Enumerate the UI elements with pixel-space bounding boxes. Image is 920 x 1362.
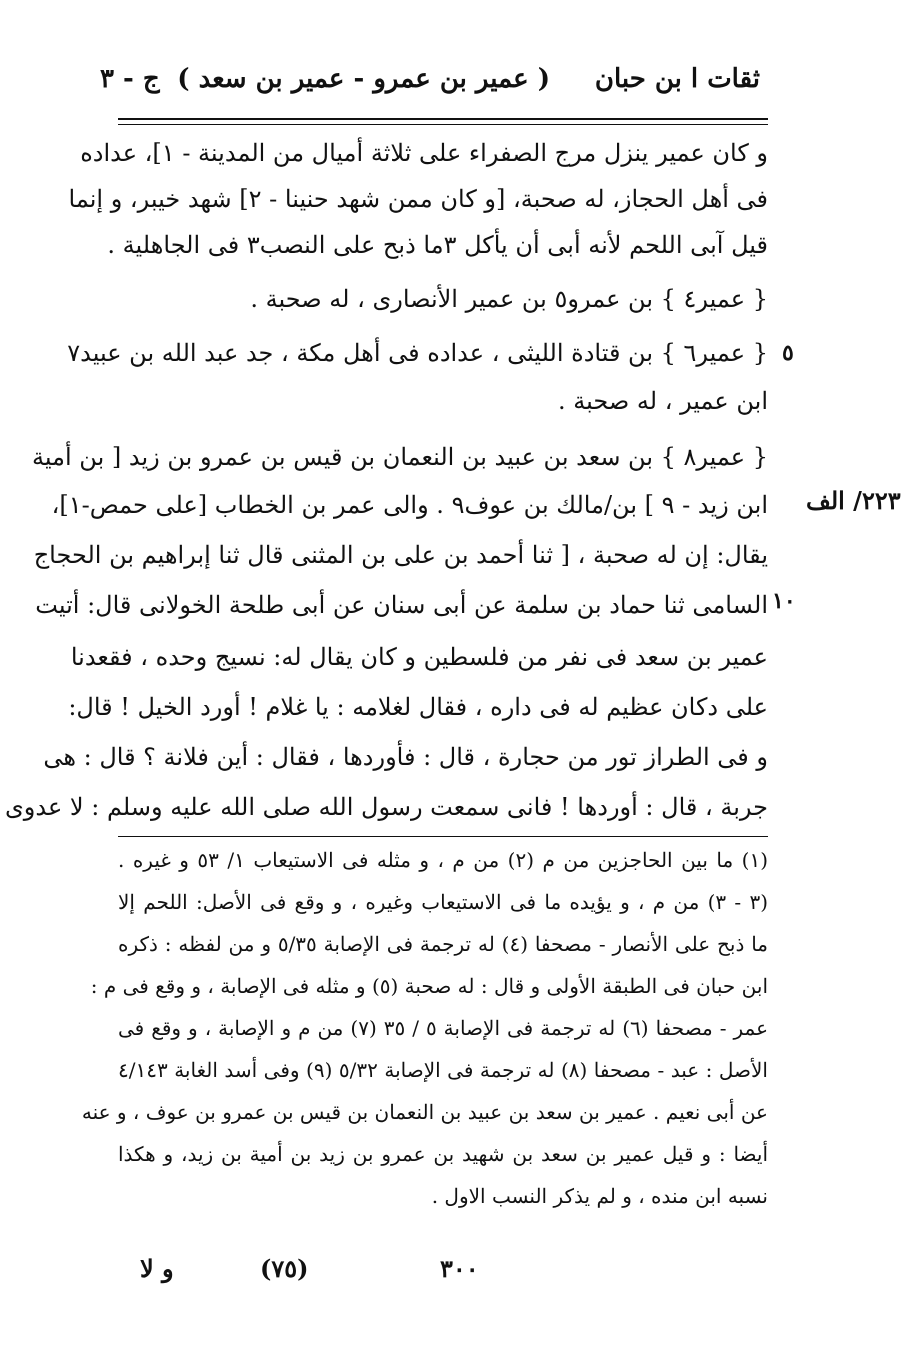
header-rule bbox=[118, 118, 768, 120]
manuscript-folio: ٢٢٣/ الف bbox=[806, 486, 901, 515]
header-rule-thin bbox=[118, 124, 768, 125]
signature-number: ٣٠٠ bbox=[440, 1254, 479, 1283]
footnote-line: ابن حبان فى الطبقة الأولى و قال : له صحبة (٥) و مثله فى الإصابة ، و وقع فى م : bbox=[90, 974, 768, 998]
text-line: عمير بن سعد فى نفر من فلسطين و كان يقال له: نسيج وحده ، فقعدنا bbox=[70, 643, 768, 671]
text-line: { عمير٦ } بن قتادة الليثى ، عداده فى أهل مكة ، جد عبد الله بن عبيد٧ bbox=[67, 339, 768, 367]
text-line: السامى ثنا حماد بن سلمة عن أبى سنان عن أبى طلحة الخولانى قال: أتيت bbox=[35, 591, 768, 619]
running-header bbox=[100, 58, 760, 102]
line-number-10: ١٠ bbox=[772, 588, 796, 614]
text-line: جربة ، قال : أوردها ! فانى سمعت رسول الله صلى الله عليه وسلم : لا عدوى bbox=[5, 793, 768, 821]
book-title: ثقات ا بن حبان bbox=[594, 64, 760, 94]
text-line: ابن زيد - ٩ ] بن/مالك بن عوف٩ . والى عمر بن الخطاب [على حمص-١]، bbox=[51, 491, 768, 519]
footnote-rule bbox=[118, 836, 768, 837]
text-line: { عمير٤ } بن عمرو٥ بن عمير الأنصارى ، له صحبة . bbox=[250, 285, 768, 313]
footnote-line: (١) ما بين الحاجزين من م (٢) من م ، و مثله فى الاستيعاب ١/ ٥٣ و غيره . bbox=[118, 848, 768, 872]
text-line: يقال: إن له صحبة ، [ ثنا أحمد بن على بن المثنى قال ثنا إبراهيم بن الحجاج bbox=[33, 541, 768, 569]
text-line: على دكان عظيم له فى داره ، فقال لغلامه : يا غلام ! أورد الخيل ! قال: bbox=[68, 693, 768, 721]
line-number-5: ٥ bbox=[782, 340, 794, 366]
catchword: و لا bbox=[140, 1254, 174, 1283]
text-line: قيل آبى اللحم لأنه أبى أن يأكل ٣ما ذبح على النصب٣ فى الجاهلية . bbox=[107, 231, 768, 259]
text-line: فى أهل الحجاز، له صحبة، [و كان ممن شهد حنينا - ٢] شهد خيبر، و إنما bbox=[68, 185, 768, 213]
footnote-line: (٣ - ٣) من م ، و يؤيده ما فى الاستيعاب وغيره ، و وقع فى الأصل: اللحم إلا bbox=[118, 890, 768, 914]
footnote-line: أيضا : و قيل عمير بن سعد بن شهيد بن عمرو بن زيد بن أمية بن زيد، و هكذا bbox=[118, 1142, 768, 1166]
text-line: و كان عمير ينزل مرج الصفراء على ثلاثة أميال من المدينة - ١]، عداده bbox=[80, 139, 768, 167]
page-number: (٧٥) bbox=[260, 1254, 309, 1283]
footnote-line: عمر - مصحفا (٦) له ترجمة فى الإصابة ٥ / ٣٥ (٧) من م و الإصابة ، و وقع فى bbox=[118, 1016, 769, 1040]
text-line: و فى الطراز تور من حجارة ، قال : فأوردها ، فقال : أين فلانة ؟ قال : هى bbox=[43, 743, 768, 771]
section-title: ( عمير بن عمرو - عمير بن سعد ) bbox=[177, 64, 550, 94]
footnote-line: الأصل : عبد - مصحفا (٨) له ترجمة فى الإصابة ٥/٣٢ (٩) وفى أسد الغابة ٤/١٤٣ bbox=[118, 1058, 768, 1082]
page-footer bbox=[140, 1254, 500, 1294]
text-line: ابن عمير ، له صحبة . bbox=[558, 387, 768, 415]
volume-number: ج - ٣ bbox=[100, 64, 160, 94]
footnote-line: ما ذبح على الأنصار - مصحفا (٤) له ترجمة فى الإصابة ٥/٣٥ و من لفظه : ذكره bbox=[118, 932, 769, 956]
text-line: { عمير٨ } بن سعد بن عبيد بن النعمان بن قيس بن عمرو بن زيد [ بن أمية bbox=[32, 443, 768, 471]
footnote-line: نسبه ابن منده ، و لم يذكر النسب الاول . bbox=[431, 1184, 768, 1208]
footnote-line: عن أبى نعيم . عمير بن سعد بن عبيد بن النعمان بن قيس بن عمرو بن عوف ، و عنه bbox=[81, 1100, 768, 1124]
